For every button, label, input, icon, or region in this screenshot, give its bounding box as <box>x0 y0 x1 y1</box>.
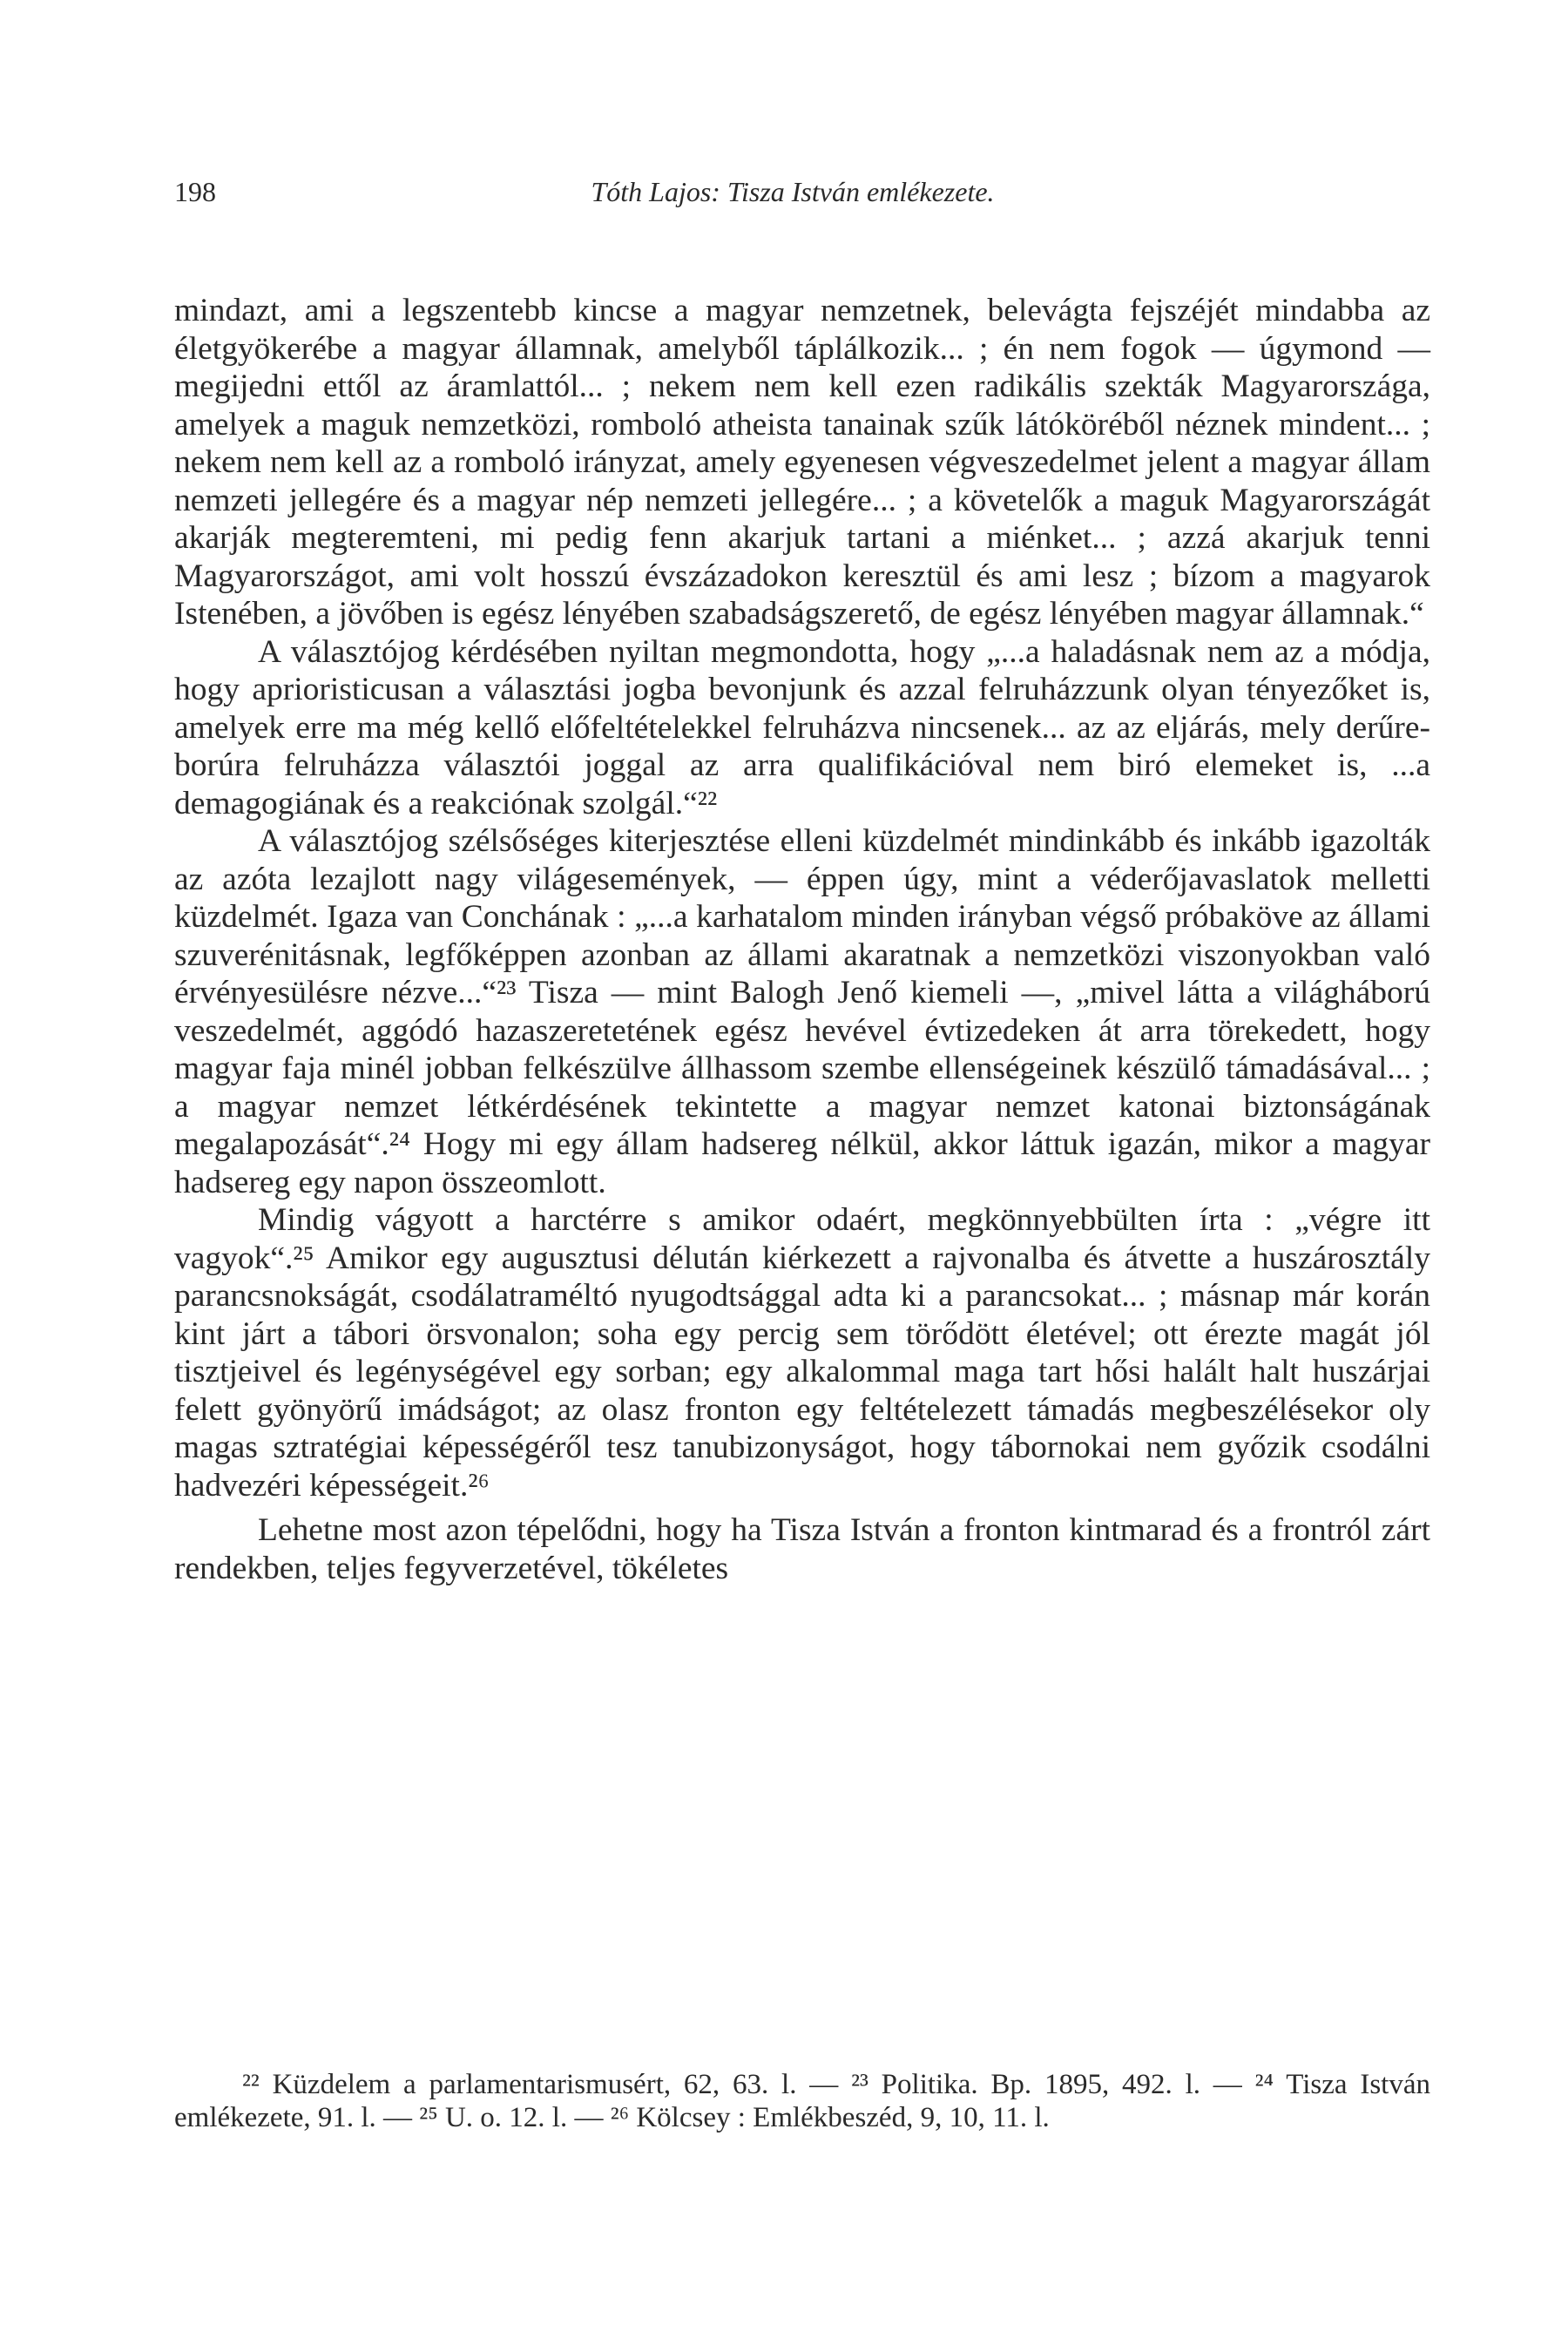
body-text <box>174 292 1430 1587</box>
footnotes <box>174 2068 1430 2134</box>
paragraph-4: Mindig vágyott a harctérre s amikor odaért, megkönnyebbülten írta : „végre itt vagyok“.²⁵ Amikor egy augusztusi délután kiérkezett a rajvonalba és átvette a huszárosztály parancsnokságát, csodálatraméltó nyugodtsággal adta ki a parancsokat... ; másnap már korán kint járt a tábori örsvonalon; soha egy percig sem törődött életével; ott érezte magát jól tisztjeivel és legénységével egy sorban; egy alkalommal maga tart hősi halált halt huszárjai felett gyönyörű imádságot; az olasz fronton egy feltételezett támadás megbeszélésekor oly magas sztratégiai képességéről tesz tanubizonyságot, hogy tábornokai nem győzik csodálni hadvezéri képességeit.²⁶ <box>174 1202 1430 1504</box>
footnote-text: ²² Küzdelem a parlamentarismusért, 62, 63. l. — ²³ Politika. Bp. 1895, 492. l. — ²⁴ Tisza István emlékezete, 91. l. — ²⁵ U. o. 12. l. — ²⁶ Kölcsey : Emlékbeszéd, 9, 10, 11. l. <box>174 2069 1430 2133</box>
page-number: 198 <box>174 176 216 207</box>
paragraph-1: mindazt, ami a legszentebb kincse a magyar nemzetnek, belevágta fejszéjét mindabba az életgyökerébe a magyar államnak, amelyből táplálkozik... ; én nem fogok — úgymond — megijedni ettől az áramlattól... ; nekem nem kell ezen radikális szekták Magyarországa, amelyek a maguk nemzetközi, romboló atheista tanainak szűk látóköréből néznek mindent... ; nekem nem kell az a romboló irányzat, amely egyenesen végveszedelmet jelent a magyar állam nemzeti jellegére és a magyar nép nemzeti jellegére... ; a követelők a maguk Magyarországát akarják megteremteni, mi pedig fenn akarjuk tartani a miénket... ; azzá akarjuk tenni Magyarországot, ami volt hosszú évszázadokon keresztül és ami lesz ; bízom a magyarok Istenében, a jövőben is egész lényében szabadságszerető, de egész lényében magyar államnak.“ <box>174 293 1430 632</box>
page-header <box>174 170 1411 213</box>
running-title: Tóth Lajos: Tisza István emlékezete. <box>591 176 995 207</box>
paragraph-2: A választójog kérdésében nyiltan megmondotta, hogy „...a haladásnak nem az a módja, hogy aprioristicusan a választási jogba bevonjunk és azzal felruházzunk olyan tényezőket is, amelyek erre ma még kellő előfeltételekkel felruházva nincsenek... az az eljárás, mely derűre-borúra felruházza választói joggal az arra qualifikációval nem biró elemeket is, ...a demagogiának és a reakciónak szolgál.“²² <box>174 633 1430 821</box>
paragraph-5: Lehetne most azon tépelődni, hogy ha Tisza István a fronton kintmarad és a frontról zárt rendekben, teljes fegyverzetével, tökéletes <box>174 1512 1430 1586</box>
paragraph-3: A választójog szélsőséges kiterjesztése elleni küzdelmét mindinkább és inkább igazolták az azóta lezajlott nagy világesemények, — éppen úgy, mint a véderőjavaslatok melletti küzdelmét. Igaza van Conchának : „...a karhatalom minden irányban végső próbaköve az állami szuverénitásnak, legfőképpen azonban az állami akaratnak a nemzetközi viszonyokban való érvényesülésre nézve...“²³ Tisza — mint Balogh Jenő kiemeli —, „mivel látta a világháború veszedelmét, aggódó hazaszeretetének egész hevével évtizedeken át arra törekedett, hogy magyar faja minél jobban felkészülve állhassom szembe ellenségeinek készülő támadásával... ; a magyar nemzet létkérdésének tekintette a magyar nemzet katonai biztonságának megalapozását“.²⁴ Hogy mi egy állam hadsereg nélkül, akkor láttuk igazán, mikor a magyar hadsereg egy napon összeomlott. <box>174 823 1430 1200</box>
